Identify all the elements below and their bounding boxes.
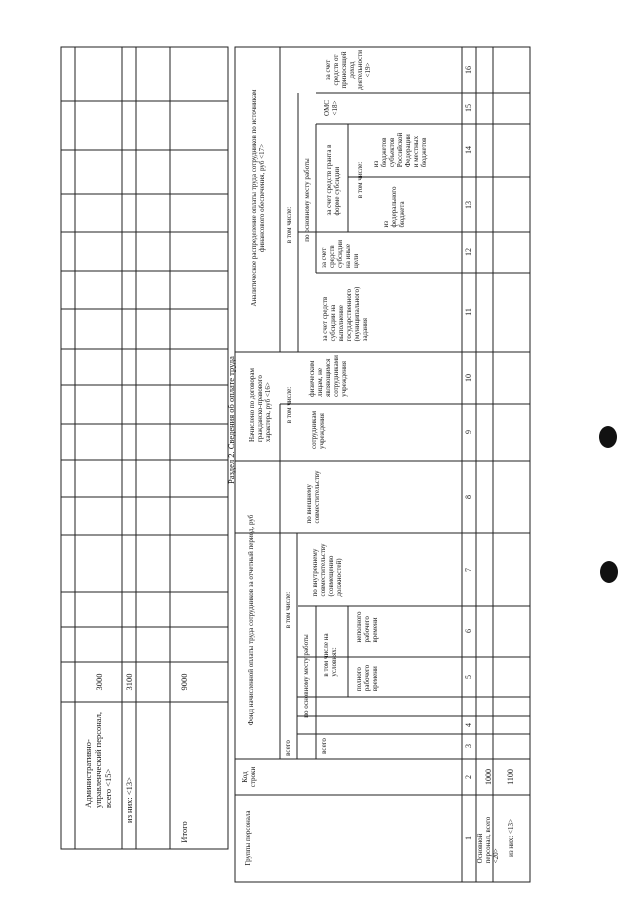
header-civil-contracts: Начислено по договорам гражданско-правового характера, руб <16>	[248, 368, 272, 442]
col-number-14: 14	[464, 146, 473, 154]
header-oms: ОМС <18>	[323, 100, 339, 116]
header-subsidy-other-goals: за счет средств субсидии на иные цели	[320, 240, 360, 268]
header-analytic-including: в том числе:	[285, 206, 293, 244]
header-including: в том числе:	[284, 591, 292, 629]
binder-hole-top	[599, 426, 617, 448]
header-civil-staff: сотрудникам учреждения	[310, 410, 326, 450]
binder-hole-bottom	[600, 561, 618, 583]
top-row-label-total: Итого	[179, 821, 189, 843]
header-civil-persons: физическим лицам, не являющимся сотрудниками учреждения	[308, 355, 348, 397]
col-number-7: 7	[464, 568, 473, 572]
top-row-label-of-them: из них: <13>	[124, 777, 134, 823]
row-code-main-staff: 1000	[484, 769, 493, 785]
col-number-9: 9	[464, 430, 473, 434]
col-number-11: 11	[464, 308, 473, 316]
top-table-column-lines	[61, 101, 228, 702]
top-row-code-admin: 3000	[94, 673, 104, 691]
col-number-1: 1	[464, 836, 473, 840]
header-part-time: неполного рабочего времени	[355, 611, 379, 643]
header-civil-including: в том числе:	[285, 386, 293, 424]
header-grant-subsidy: за счет средств гранта в форме субсидии	[325, 144, 341, 216]
header-grant-including: в том числе:	[356, 161, 364, 199]
col-number-3: 3	[464, 744, 473, 748]
header-regional-budgets: из бюджетов субъектов Российской Федерации и местных бюджетов	[372, 132, 428, 168]
header-income-activity: за счет средств от приносящей доход деятельности <19>	[324, 49, 372, 91]
row-label-main-staff: Основной персонал, всего <20>	[476, 816, 500, 864]
col-number-16: 16	[464, 66, 473, 74]
header-external-combining: по внешнему совместительству	[305, 470, 321, 524]
col-number-12: 12	[464, 248, 473, 256]
header-internal-combining: по внутреннему совместительству (совмещению должностей)	[311, 543, 343, 597]
header-full-time: полного рабочего времени	[355, 664, 379, 692]
section-title: Раздел 2. Сведения об оплате труда	[226, 356, 236, 484]
col-number-13: 13	[464, 201, 473, 209]
col-number-5: 5	[464, 675, 473, 679]
col-number-8: 8	[464, 495, 473, 499]
header-staff-group: Группы персонала	[244, 810, 252, 866]
col-number-4: 4	[464, 723, 473, 727]
col-number-6: 6	[464, 629, 473, 633]
header-main-total: всего	[320, 738, 328, 754]
bottom-table-border	[235, 47, 530, 882]
row-code-of-them: 1100	[506, 769, 515, 785]
header-analytic-distribution: Аналитическое распределение оплаты труда сотрудников по источникам финансового обеспечения, руб <17>	[250, 89, 266, 307]
bottom-table-row-lines	[462, 47, 493, 882]
header-main-conditions: в том числе на условиях:	[322, 633, 338, 677]
row-label-of-them: из них: <13>	[507, 819, 515, 857]
header-line-code: Код строки	[241, 766, 257, 788]
header-analytic-main-workplace: по основному месту работы	[303, 158, 311, 242]
col-number-10: 10	[464, 374, 473, 382]
top-row-label-admin: Административно- управленческий персонал, всего <15>	[83, 711, 113, 809]
header-federal-budget: из федерального бюджета	[382, 186, 406, 228]
header-payroll-fund: Фонд начисленной оплаты труда сотрудников за отчетный период, руб	[247, 514, 255, 726]
col-number-15: 15	[464, 104, 473, 112]
col-number-2: 2	[464, 775, 473, 779]
header-main-workplace: по основному месту работы	[302, 634, 310, 718]
header-subsidy-state-task: за счет средств субсидии на выполнение государственного (муниципального) задания	[321, 286, 369, 342]
top-row-code-total: 9000	[179, 673, 189, 691]
top-row-code-of-them: 3100	[124, 673, 134, 691]
header-total: всего	[284, 740, 292, 756]
